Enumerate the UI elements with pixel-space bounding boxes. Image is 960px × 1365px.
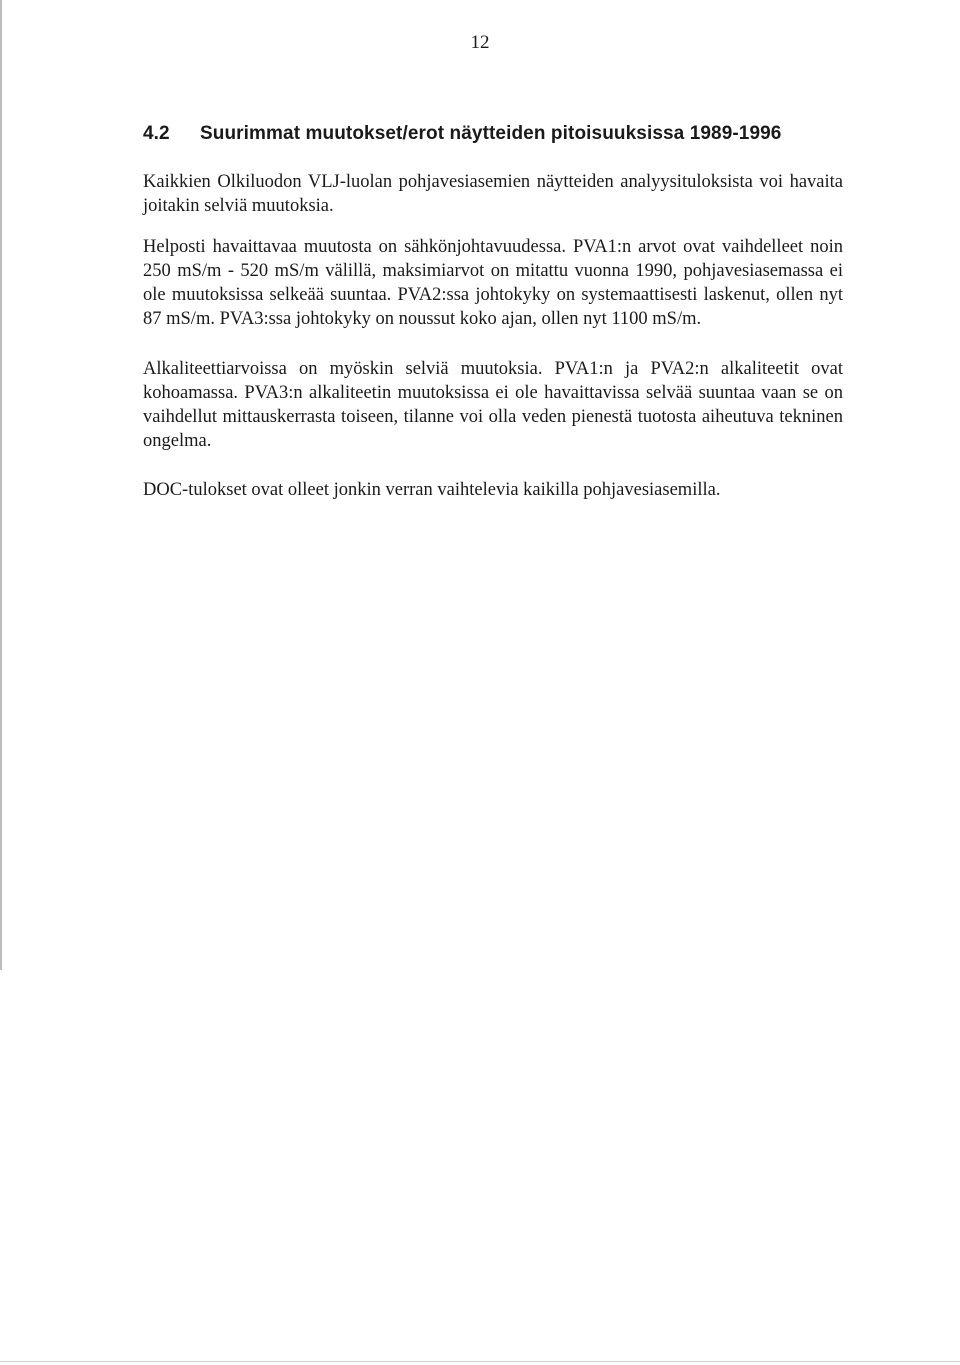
paragraph-alkalinity: Alkaliteettiarvoissa on myöskin selviä muutoksia. PVA1:n ja PVA2:n alkaliteetit ovat kohoamassa. PVA3:n alkaliteetin muutoksissa ei ole havaittavissa selvää suuntaa vaan se on vaihdellut mittauskerrasta toiseen, tilanne voi olla veden pienestä tuotosta aiheutuva tekninen ongelma. <box>143 359 843 451</box>
section-title: Suurimmat muutokset/erot näytteiden pitoisuuksissa 1989-1996 <box>200 123 782 144</box>
paragraph-doc: DOC-tulokset ovat olleet jonkin verran vaihtelevia kaikilla pohjavesiasemilla. <box>143 480 721 500</box>
page-number: 12 <box>470 32 490 53</box>
page-edge-line <box>0 0 2 970</box>
paragraph-conductivity: Helposti havaittavaa muutosta on sähkönjohtavuudessa. PVA1:n arvot ovat vaihdelleet noin 250 mS/m - 520 mS/m välillä, maksimiarvot on mitattu vuonna 1990, pohjavesiasemassa ei ole muutoksissa selkeää suuntaa. PVA2:ssa johtokyky on systemaattisesti laskenut, ollen nyt 87 mS/m. PVA3:ssa johtokyky on noussut koko ajan, ollen nyt 1100 mS/m. <box>143 237 843 329</box>
section-number: 4.2 <box>143 123 170 144</box>
paragraph-intro: Kaikkien Olkiluodon VLJ-luolan pohjavesiasemien näytteiden analyysituloksista voi havaita joitakin selviä muutoksia. <box>143 172 843 216</box>
page-bottom-line <box>0 1361 960 1362</box>
section-heading <box>143 123 843 145</box>
